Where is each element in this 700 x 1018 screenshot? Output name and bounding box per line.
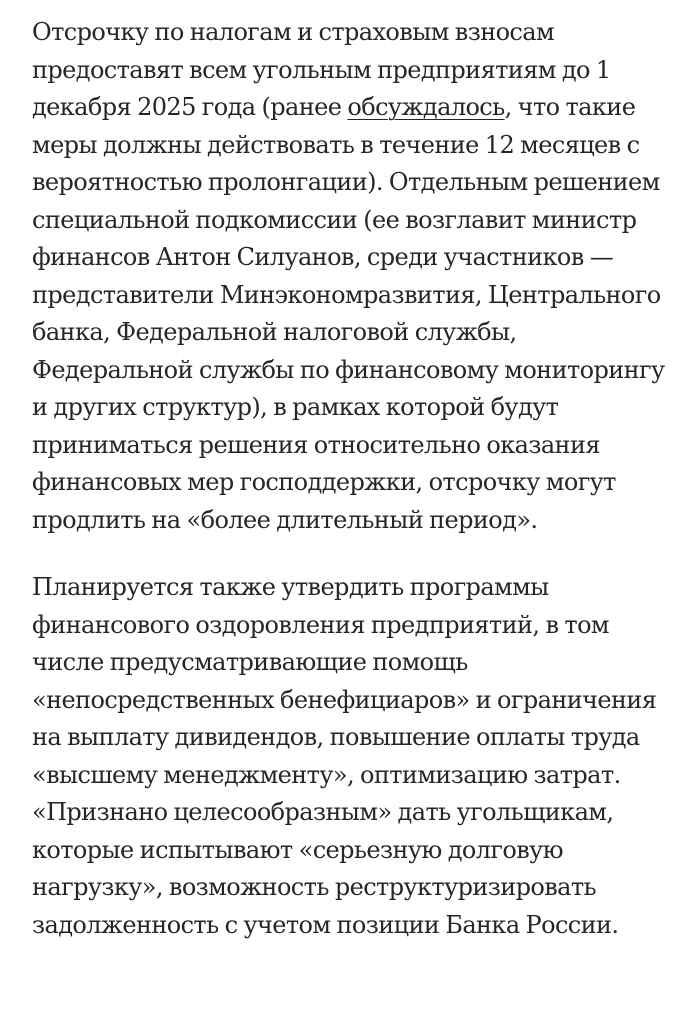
paragraph-text-before-link: Отсрочку по налогам и страховым взносам предоставят всем угольным предприятиям до 1 декабря 2025 года (ранее [32,18,611,121]
discussed-link[interactable]: обсуждалось [347,93,505,121]
paragraph-text-after-link: , что такие меры должны действовать в течение 12 месяцев с вероятностью пролонгации). Отдельным решением специальной подкомиссии (ее возглавит министр финансов Антон Силуанов, среди участников — представители Минэкономразвития, Центрального банка, Федеральной налоговой службы, Федеральной службы по финансовому мониторингу и других структур), в рамках которой будут приниматься решения относительно оказания финансовых мер господдержки, отсрочку могут продлить на «более длительный период». [32,93,665,534]
article-paragraph [32,14,672,539]
article-body [32,14,672,944]
article-paragraph: Планируется также утвердить программы финансового оздоровления предприятий, в том числе предусматривающие помощь «непосредственных бенефициаров» и ограничения на выплату дивидендов, повышение оплаты труда «высшему менеджменту», оптимизацию затрат. «Признано целесообразным» дать угольщикам, которые испытывают «серьезную долговую нагрузку», возможность реструктуризировать задолженность с учетом позиции Банка России. [32,573,657,939]
